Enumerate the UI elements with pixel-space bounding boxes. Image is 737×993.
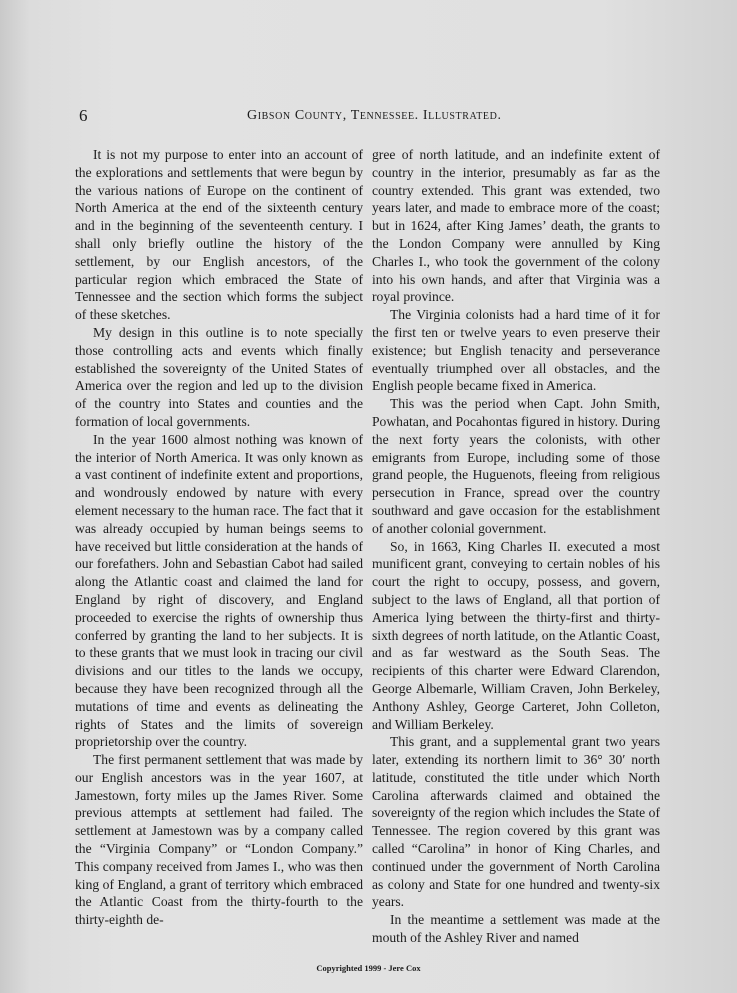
paragraph: The Virginia colonists had a hard time of it for the first ten or twelve years to even preserve their existence; but English tenacity and perseverance eventually triumphed over all obstacles, and the English people became fixed in America.: [372, 307, 660, 394]
paragraph: This grant, and a supplemental grant two years later, extending its northern limit to 36° 30′ north latitude, constituted the title under which North Carolina afterwards claimed and obtained the sovereignty of the region which includes the State of Tennessee. The region covered by this grant was called “Carolina” in honor of King Charles, and continued under the government of North Carolina as colony and State for one hundred and twenty-six years.: [372, 734, 660, 910]
paragraph: My design in this outline is to note specially those controlling acts and events which finally established the sovereignty of the United States of America over the region and led up to the division of the country into States and counties and the formation of local governments.: [75, 324, 363, 429]
paragraph: So, in 1663, King Charles II. executed a most munificent grant, conveying to certain nobles of his court the right to occupy, possess, and govern, subject to the laws of England, all that portion of America lying between the thirty-first and thirty-sixth degrees of north latitude, on the Atlantic Coast, and as far westward as the South Seas. The recipients of this charter were Edward Clarendon, George Albemarle, William Craven, John Berkeley, Anthony Ashley, George Carteret, John Colleton, and William Berkeley.: [372, 538, 660, 732]
copyright-footer: Copyrighted 1999 - Jere Cox: [316, 963, 421, 973]
paragraph: It is not my purpose to enter into an account of the explorations and settlements that were begun by the various nations of Europe on the continent of North America at the end of the sixteenth century and in the beginning of the seventeenth century. I shall only briefly outline the history of the settlement, by our English ancestors, of the particular region which embraced the State of Tennessee and the section which forms the subject of these sketches.: [75, 147, 363, 323]
paragraph-continued: gree of north latitude, and an indefinite extent of country in the interior, presumably as far as the country extended. This grant was extended, two years later, and made to embrace more of the coast; but in 1624, after King James’ death, the grants to the London Company were annulled by King Charles I., who took the government of the colony into his own hands, and after that Virginia was a royal province.: [372, 147, 660, 305]
right-column: [372, 146, 660, 947]
paragraph: In the meantime a settlement was made at the mouth of the Ashley River and named: [372, 912, 660, 946]
running-title: Gibson County, Tennessee. Illustrated.: [247, 108, 502, 123]
page-header: [79, 106, 659, 126]
left-column: [75, 146, 363, 929]
page-number: 6: [79, 106, 88, 125]
paragraph: The first permanent settlement that was made by our English ancestors was in the year 1607, at Jamestown, forty miles up the James River. Some previous attempts at settlement had failed. The settlement at Jamestown was by a company called the “Virginia Company” or “London Company.” This company received from James I., who was then king of England, a grant of territory which embraced the Atlantic Coast from the thirty-fourth to the thirty-eighth de-: [75, 752, 363, 928]
paragraph: This was the period when Capt. John Smith, Powhatan, and Pocahontas figured in history. During the next forty years the colonists, with other emigrants from Europe, including some of those grand people, the Huguenots, fleeing from religious persecution in France, spread over the country southward and gave occasion for the establishment of another colonial government.: [372, 396, 660, 536]
paragraph: In the year 1600 almost nothing was known of the interior of North America. It was only known as a vast continent of indefinite extent and proportions, and wondrously endowed by nature with every element necessary to the human race. The fact that it was already occupied by human beings seems to have received but little consideration at the hands of our forefathers. John and Sebastian Cabot had sailed along the Atlantic coast and claimed the land for England by right of discovery, and England proceeded to exercise the rights of ownership thus conferred by granting the land to her subjects. It is to these grants that we must look in tracing our civil divisions and our titles to the lands we occupy, because they have been recognized through all the mutations of time and events as delineating the rights of States and the limits of sovereign proprietorship over the country.: [75, 431, 363, 750]
